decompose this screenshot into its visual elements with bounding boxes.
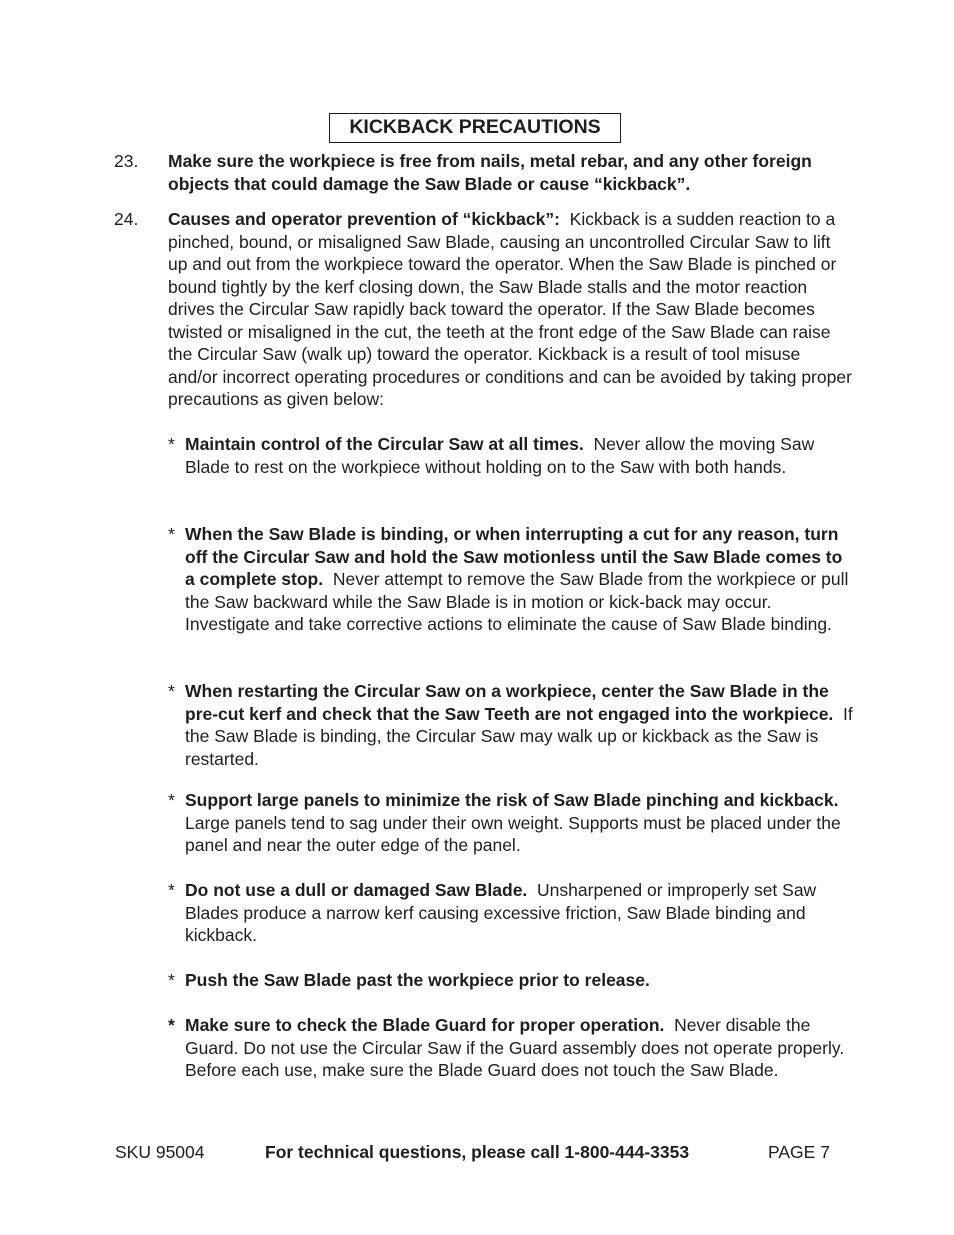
item-bold-text: Make sure the workpiece is free from nails, metal rebar, and any other foreign objects that could damage the Saw Blade or cause “kickback”.	[168, 151, 812, 194]
bullet-bold-text: Do not use a dull or damaged Saw Blade.	[185, 880, 528, 900]
bullet-marker: *	[168, 790, 175, 810]
bullet-marker: *	[168, 524, 175, 544]
bullet-body-text: Unsharpened or improperly set Saw Blades produce a narrow kerf causing excessive friction, Saw Blade binding and kickback.	[185, 880, 817, 945]
precaution-bullet	[168, 789, 853, 857]
bullet-marker: *	[168, 880, 175, 900]
bullet-body-text: Never allow the moving Saw Blade to rest on the workpiece without holding on to the Saw with both hands.	[185, 434, 815, 477]
precaution-bullet	[168, 523, 853, 636]
bullet-body-text: Never attempt to remove the Saw Blade from the workpiece or pull the Saw backward while the Saw Blade is in motion or kick-back may occur. Investigate and take corrective actions to eliminate the cause of Saw Blade binding.	[185, 569, 849, 634]
section-title: KICKBACK PRECAUTIONS	[329, 113, 621, 143]
precaution-bullet	[168, 969, 853, 992]
item-bold-text: Causes and operator prevention of “kickback”:	[168, 209, 560, 229]
bullet-body-text: Large panels tend to sag under their own weight. Supports must be placed under the panel and near the outer edge of the panel.	[185, 812, 841, 855]
item-24-text	[168, 208, 853, 411]
bullet-bold-text: Make sure to check the Blade Guard for proper operation.	[185, 1015, 665, 1035]
bullet-body-text: Never disable the Guard. Do not use the Circular Saw if the Guard assembly does not operate properly. Before each use, make sure the Blade Guard does not touch the Saw Blade.	[185, 1015, 845, 1080]
footer-contact: For technical questions, please call 1-800-444-3353	[265, 1142, 690, 1162]
bullet-marker: *	[168, 681, 175, 701]
precaution-bullet	[168, 879, 853, 947]
precaution-bullet	[168, 680, 853, 770]
bullet-bold-text: Push the Saw Blade past the workpiece prior to release.	[185, 970, 650, 990]
footer-sku: SKU 95004	[115, 1142, 205, 1162]
bullet-marker: *	[168, 434, 175, 454]
bullet-marker: *	[168, 1015, 175, 1035]
footer-page-number: PAGE 7	[768, 1142, 830, 1162]
bullet-body-text: If the Saw Blade is binding, the Circular Saw may walk up or kickback as the Saw is restarted.	[185, 703, 853, 769]
bullet-bold-text: When restarting the Circular Saw on a workpiece, center the Saw Blade in the pre-cut kerf and check that the Saw Teeth are not engaged into the workpiece.	[185, 681, 834, 724]
item-body-text: Kickback is a sudden reaction to a pinched, bound, or misaligned Saw Blade, causing an uncontrolled Circular Saw to lift up and out from the workpiece toward the operator. When the Saw Blade is pinched or bound tightly by the kerf closing down, the Saw Blade stalls and the motor reaction drives the Circular Saw rapidly back toward the operator. If the Saw Blade becomes twisted or misaligned in the cut, the teeth at the front edge of the Saw Blade can raise the Circular Saw (walk up) toward the operator. Kickback is a result of tool misuse and/or incorrect operating procedures or conditions and can be avoided by taking proper precautions as given below:	[168, 209, 852, 409]
item-number: 23.	[114, 151, 139, 171]
item-number: 24.	[114, 209, 139, 229]
bullet-bold-text: When the Saw Blade is binding, or when interrupting a cut for any reason, turn off the Circular Saw and hold the Saw motionless until the Saw Blade comes to a complete stop.	[185, 524, 843, 589]
bullet-bold-text: Support large panels to minimize the risk of Saw Blade pinching and kickback.	[185, 790, 839, 810]
precaution-bullet	[168, 1014, 853, 1082]
bullet-marker: *	[168, 970, 175, 990]
item-23-text	[168, 150, 853, 195]
precaution-bullet	[168, 433, 853, 478]
bullet-bold-text: Maintain control of the Circular Saw at all times.	[185, 434, 584, 454]
